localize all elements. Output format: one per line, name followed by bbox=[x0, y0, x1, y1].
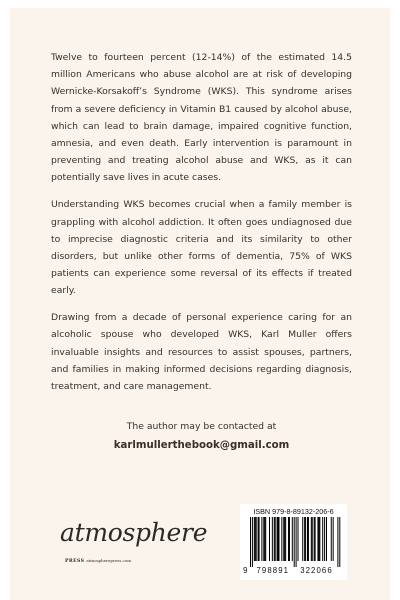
author-contact bbox=[51, 418, 352, 455]
blurb-line: million Americans who abuse alcohol are at risk of developing bbox=[51, 69, 352, 81]
blurb-text bbox=[51, 49, 352, 405]
barcode-bar bbox=[298, 517, 299, 561]
blurb-line: from a severe deficiency in Vitamin B1 caused by alcohol bbox=[51, 103, 318, 115]
barcode-bar bbox=[311, 517, 312, 561]
contact-email: karlmullerthebook@gmail.com bbox=[113, 440, 290, 451]
blurb-paragraph bbox=[51, 196, 352, 299]
barcode-bar bbox=[326, 517, 327, 561]
publisher-logo-wordmark: atmosphere bbox=[60, 518, 208, 547]
publisher-website: atmospherepress.com bbox=[86, 558, 131, 563]
barcode-bar bbox=[277, 517, 278, 561]
blurb-line: disorders, but unlike other forms of dementia, 75% of WKS bbox=[51, 250, 352, 262]
contact-label: The author may be contacted at bbox=[126, 421, 277, 432]
barcode-bar bbox=[292, 517, 293, 561]
blurb-line: as it can potentially save lives in acute cases. bbox=[51, 155, 352, 184]
barcode-bar bbox=[339, 517, 340, 567]
barcode-bar bbox=[324, 517, 325, 561]
blurb-line: is grappling with alcohol addiction. It often goes undiagnosed bbox=[51, 199, 352, 228]
barcode-bar bbox=[337, 517, 338, 567]
blurb-line: function, amnesia, and even death. Early intervention is bbox=[51, 120, 352, 150]
barcode-digits: 322066 bbox=[300, 566, 333, 575]
barcode-bar bbox=[274, 517, 275, 561]
barcode-bar bbox=[250, 517, 251, 567]
barcode-bar bbox=[283, 517, 284, 561]
publisher-press-label: PRESS bbox=[65, 559, 85, 564]
blurb-line: early. bbox=[51, 285, 76, 297]
barcode-bar bbox=[304, 517, 305, 561]
barcode-bar bbox=[255, 517, 256, 561]
barcode-bar bbox=[308, 517, 309, 561]
barcode-bar bbox=[256, 517, 257, 561]
barcode-bar bbox=[289, 517, 290, 561]
publisher-press-line bbox=[65, 554, 131, 565]
barcode-bar bbox=[288, 517, 289, 561]
barcode-bar bbox=[314, 517, 315, 561]
barcode-bar bbox=[275, 517, 276, 561]
blurb-line: Twelve to fourteen percent (12-14%) of the estimated 14.5 bbox=[51, 52, 352, 63]
publisher-logo bbox=[60, 513, 208, 573]
blurb-line: abuse, which can lead to brain damage, impaired cognitive bbox=[51, 103, 352, 132]
barcode-bar bbox=[254, 517, 255, 561]
blurb-line: diagnosis, treatment, and care management. bbox=[51, 363, 352, 393]
blurb-paragraph bbox=[51, 49, 352, 187]
barcode-bar bbox=[312, 517, 313, 561]
barcode-bar bbox=[333, 517, 334, 561]
blurb-line: due to imprecise diagnostic criteria and its similarity to other bbox=[51, 216, 352, 245]
barcode-bar bbox=[252, 517, 253, 567]
blurb-line: and families in making informed decisions regarding bbox=[51, 363, 302, 375]
barcode-bar bbox=[315, 517, 316, 561]
barcode-bar bbox=[296, 517, 297, 567]
barcode-bar bbox=[269, 517, 270, 561]
barcode-bar bbox=[284, 517, 285, 561]
barcode-bar bbox=[302, 517, 303, 561]
barcode-bar bbox=[258, 517, 259, 561]
blurb-line: alcoholic spouse who developed WKS, Karl Muller offers bbox=[51, 329, 352, 341]
barcode-bar bbox=[264, 517, 265, 561]
barcode-bar bbox=[278, 517, 279, 561]
blurb-line: invaluable insights and resources to assist spouses, partners, bbox=[51, 346, 352, 358]
isbn-barcode bbox=[240, 504, 347, 580]
barcode-bar bbox=[307, 517, 308, 561]
barcode-bar bbox=[319, 517, 320, 561]
barcode-bar bbox=[305, 517, 306, 561]
isbn-label: ISBN 979-8-89132-206-6 bbox=[253, 507, 334, 516]
blurb-line: patients can experience some reversal of its effects if treated bbox=[51, 268, 352, 280]
blurb-line: Understanding WKS becomes crucial when a family member bbox=[51, 199, 341, 211]
barcode-bar bbox=[322, 517, 323, 561]
barcode-bar bbox=[265, 517, 266, 561]
barcode-bar bbox=[263, 517, 264, 561]
barcode-bar bbox=[285, 517, 286, 561]
barcode-bar bbox=[317, 517, 318, 561]
barcode-bar bbox=[272, 517, 273, 561]
blurb-line: paramount in preventing and treating alcohol abuse and WKS, bbox=[51, 138, 352, 167]
barcode-bar bbox=[318, 517, 319, 561]
barcode-bar bbox=[331, 517, 332, 561]
barcode-bar bbox=[261, 517, 262, 561]
blurb-paragraph bbox=[51, 309, 352, 395]
barcode-graphic bbox=[240, 516, 347, 579]
blurb-line: Wernicke-Korsakoff’s Syndrome (WKS). This syndrome arises bbox=[51, 86, 352, 98]
barcode-bar bbox=[281, 517, 282, 561]
barcode-digits: 9 bbox=[243, 566, 249, 575]
barcode-digits: 798891 bbox=[256, 566, 290, 575]
blurb-line: Drawing from a decade of personal experience caring for an bbox=[51, 312, 352, 324]
barcode-bar bbox=[279, 517, 280, 561]
barcode-bar bbox=[294, 517, 295, 567]
barcode-bar bbox=[259, 517, 260, 561]
